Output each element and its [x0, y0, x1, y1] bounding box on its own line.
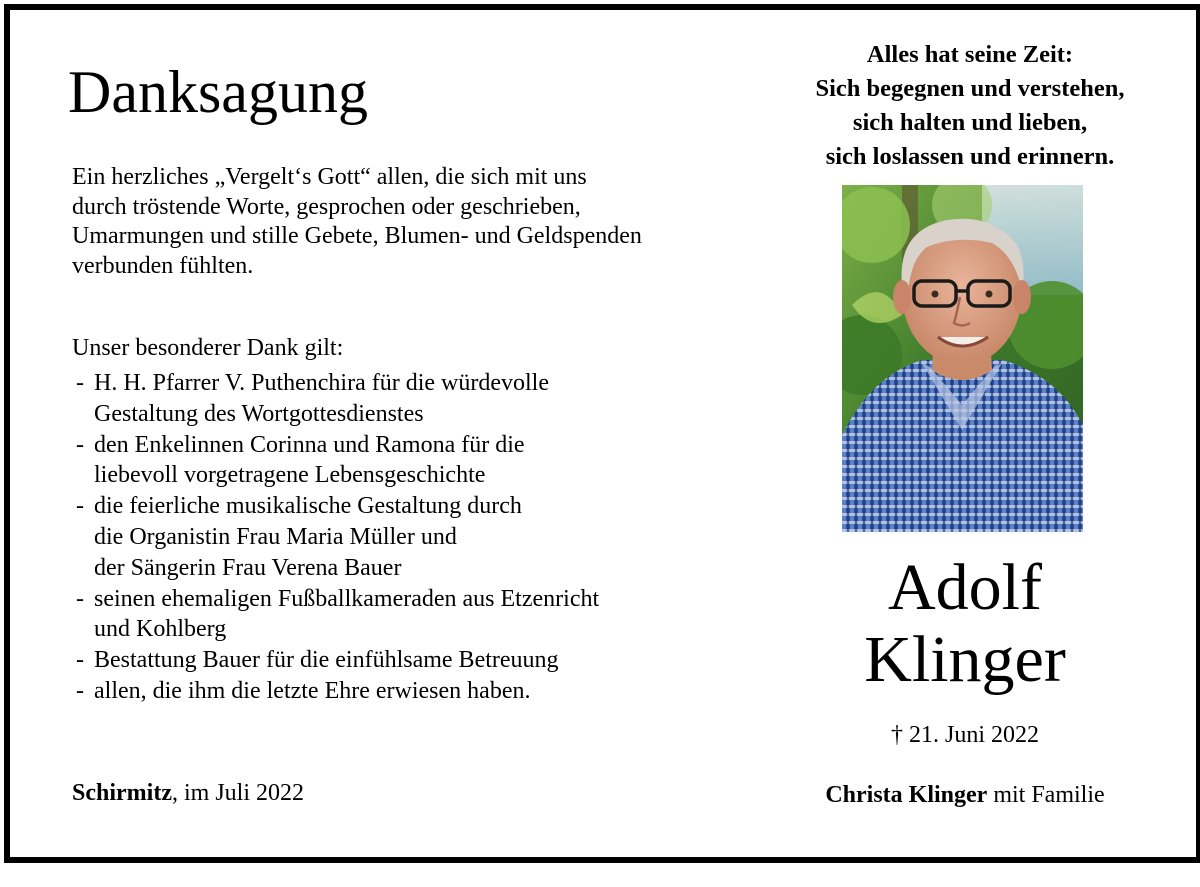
first-name: Adolf: [888, 551, 1042, 624]
list-dash: -: [76, 647, 84, 674]
intro-text: [72, 163, 642, 281]
list-item: [72, 368, 599, 430]
list-item: [72, 430, 599, 492]
last-name: Klinger: [864, 623, 1066, 696]
thanks-list: [72, 368, 599, 707]
intro-line: durch tröstende Worte, gesprochen oder geschrieben,: [72, 193, 581, 220]
quote-line: sich loslassen und erinnern.: [825, 143, 1115, 170]
quote: [770, 38, 1170, 174]
page-title: Danksagung: [68, 59, 368, 125]
list-item-line: die Organistin Frau Maria Müller und: [94, 523, 457, 550]
list-item: [72, 645, 599, 676]
list-item-line: H. H. Pfarrer V. Puthenchira für die würdevolle: [94, 370, 549, 396]
portrait-photo: [842, 185, 1083, 532]
intro-line: Umarmungen und stille Gebete, Blumen- und Geldspenden: [72, 223, 642, 249]
family-signature: [760, 780, 1170, 810]
thanks-heading: Unser besonderer Dank gilt:: [72, 335, 344, 361]
list-item-line: der Sängerin Frau Verena Bauer: [94, 554, 402, 581]
date-text: , im Juli 2022: [171, 780, 304, 806]
intro-line: Ein herzliches „Vergelt‘s Gott“ allen, die sich mit uns: [72, 164, 587, 190]
list-item: [72, 676, 599, 707]
list-dash: -: [76, 370, 84, 396]
family-name: Christa Klinger: [825, 782, 988, 808]
list-item-line: Gestaltung des Wortgottesdienstes: [94, 400, 424, 427]
list-dash: -: [76, 431, 84, 458]
list-item-line: die feierliche musikalische Gestaltung durch: [94, 493, 522, 520]
place-name: Schirmitz: [72, 780, 172, 806]
list-item: [72, 584, 599, 646]
list-item-line: und Kohlberg: [94, 616, 227, 643]
list-item-line: allen, die ihm die letzte Ehre erwiesen haben.: [94, 677, 531, 704]
place-date: [72, 778, 304, 808]
quote-line: Alles hat seine Zeit:: [866, 41, 1074, 68]
list-dash: -: [76, 585, 84, 612]
family-suffix: mit Familie: [987, 782, 1105, 808]
quote-line: sich halten und lieben,: [852, 109, 1088, 136]
deceased-name: [770, 552, 1160, 696]
list-dash: -: [76, 677, 84, 704]
list-item-line: seinen ehemaligen Fußballkameraden aus Etzenricht: [94, 585, 600, 612]
list-dash: -: [76, 493, 84, 520]
death-date: † 21. Juni 2022: [890, 722, 1039, 748]
list-item-line: liebevoll vorgetragene Lebensgeschichte: [94, 462, 486, 489]
list-item-line: den Enkelinnen Corinna und Ramona für die: [94, 431, 525, 458]
quote-line: Sich begegnen und verstehen,: [815, 75, 1125, 102]
list-item: [72, 491, 599, 583]
list-item-line: Bestattung Bauer für die einfühlsame Betreuung: [94, 647, 559, 674]
intro-line: verbunden fühlten.: [72, 252, 254, 279]
